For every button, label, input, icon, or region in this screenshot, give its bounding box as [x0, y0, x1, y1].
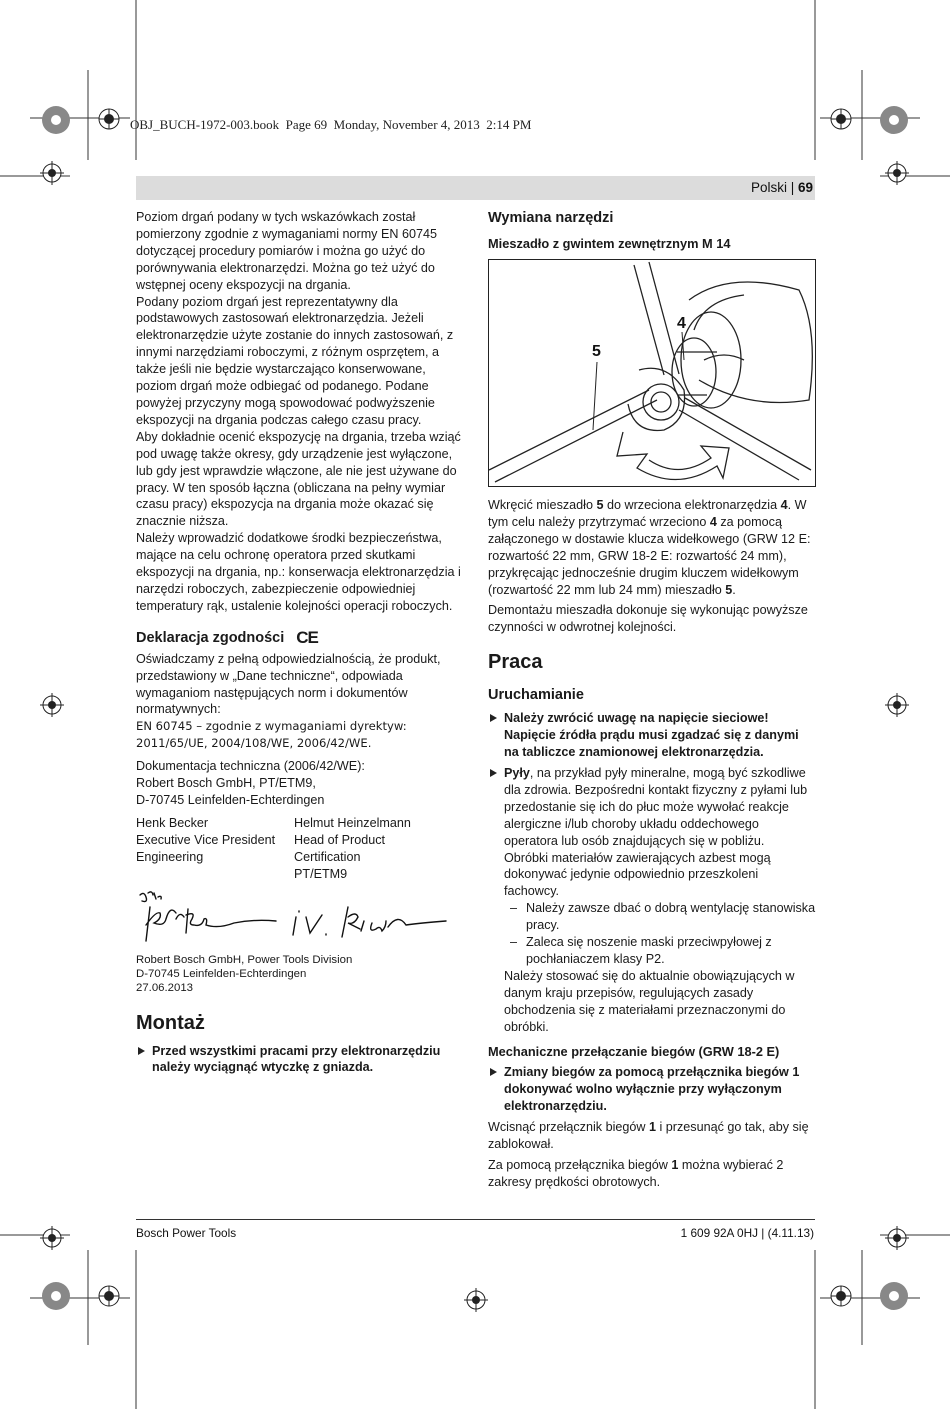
- signatory-right-dept: PT/ETM9: [294, 866, 348, 881]
- tech-doc-line-3: D-70745 Leinfelden-Echterdingen: [136, 793, 325, 807]
- signatory-right: [294, 815, 452, 883]
- p4-part-a: Za pomocą przełącznika biegów: [488, 1158, 672, 1172]
- p3-part-c: i przesunąć go tak, aby się zablokował.: [488, 1120, 809, 1152]
- mixer-subheading: Mieszadło z gwintem zewnętrznym M 14: [488, 236, 731, 251]
- signatory-left-title: Executive Vice President: [136, 832, 276, 847]
- figure-callout-4: 4: [677, 315, 686, 332]
- montaz-warning: Przed wszystkimi pracami przy elektronarzędziu należy wyciągnąć wtyczkę z gniazda.: [136, 1043, 464, 1077]
- mixer-removal-paragraph: Demontażu mieszadła dokonuje się wykonując powyższe czynności w odwrotnej kolejności.: [488, 603, 808, 635]
- dust-mask-item: – Zaleca się noszenie maski przeciwpyłowej z pochłaniaczem klasy P2.: [488, 934, 816, 968]
- left-column: [136, 209, 464, 1076]
- vibration-paragraph-2: Podany poziom drgań jest reprezentatywny dla podstawowych zastosowań elektronarzędzia. Jeżeli elektronarzędzie użyte zostanie do innych zastosowań, z innymi narzędziami roboczymi, z różnym osprzętem, a także jeśli nie będzie wystarczająco konserwowane, poziom drgań może odbiegać od podanego. Podane powyżej przyczyny mogą spowodować podwyższenie ekspozycji na drgania podczas całego czasu pracy.: [136, 294, 454, 427]
- tech-doc-line-1: Dokumentacja techniczna (2006/42/WE):: [136, 759, 365, 774]
- p1-part-g: za pomocą załączonego w dostawie klucza widełkowego (GRW 12 E: rozwartość 22 mm, GRW 18-2 E: rozwartość 24 mm), przykręcając jednocześnie drugim kluczem widełkowym (rozwartość 22 mm lub 24 mm) mieszadło: [488, 514, 811, 597]
- dust-warning: [488, 765, 816, 850]
- gear-switch-paragraph-2: [488, 1157, 816, 1191]
- header-language: Polski: [750, 180, 787, 195]
- handwritten-signatures: [136, 889, 456, 949]
- p1-part-e: . W tym celu należy przytrzymać wrzeciono: [488, 498, 807, 529]
- vibration-paragraph-1: Poziom drgań podany w tych wskazówkach został pomierzony zgodnie z wymaganiami normy EN 60745 dotyczącej procedury pomiarów i można go użyć do porównywania elektronarzędzi. Można go też użyć do wstępnej oceny ekspozycji na drgania.: [136, 210, 437, 292]
- p4-part-c: można wybierać 2 zakresy prędkości obrotowych.: [488, 1158, 784, 1189]
- page-header: Polski | 69: [750, 180, 813, 195]
- asbestos-paragraph: Obróbki materiałów zawierających azbest mogą dokonywać jedynie odpowiednio przeszkoleni fachowcy.: [504, 850, 771, 899]
- vibration-paragraph-4: Należy wprowadzić dodatkowe środki bezpieczeństwa, mające na celu ochronę operatora przed skutkami ekspozycji na drgania, np.: konserwacja elektronarzędzia i narzędzi roboczych, zabezpieczenie odpowiedniej temperatury rąk, ustalenie kolejności operacji roboczych.: [136, 531, 461, 613]
- gear-switch-warning: Zmiany biegów za pomocą przełącznika biegów 1 dokonywać wolno wyłącznie przy wyłączonym elektronarzędziu.: [488, 1064, 816, 1115]
- declaration-paragraph-2: EN 60745 – zgodnie z wymaganiami dyrektyw: 2011/65/UE, 2004/108/WE, 2006/42/WE.: [136, 719, 407, 751]
- tool-change-heading: Wymiana narzędzi: [488, 210, 614, 226]
- regulations-paragraph: Należy stosować się do aktualnie obowiązujących w danym kraju przepisów, regulujących zasady obchodzenia się z materiałami przeznaczonymi do obróbki.: [504, 968, 795, 1034]
- p1-ref-4: 4: [780, 498, 788, 512]
- declaration-title: Deklaracja zgodności: [136, 629, 285, 646]
- p3-part-a: Wcisnąć przełącznik biegów: [488, 1120, 649, 1135]
- vibration-paragraph-3: Aby dokładnie ocenić ekspozycję na drgania, trzeba wziąć pod uwagę także okresy, gdy urządzenie jest wyłączone, lub gdy jest wprawdzie włączone, ale nie jest używane do pracy. W ten sposób łączna (obliczana na pełny wymiar czasu pracy) ekspozycja na drgania może okazać się znacznie niższa.: [136, 429, 461, 529]
- gear-switch-paragraph-1: [488, 1119, 816, 1153]
- figure-callout-5: 5: [592, 343, 601, 360]
- voltage-warning: Należy zwrócić uwagę na napięcie sieciowe! Napięcie źródła prądu musi zgadzać się z danymi na tabliczce znamionowej elektronarzędzia.: [488, 710, 816, 761]
- footer-rule: [136, 1219, 815, 1220]
- p4-ref-1: 1: [671, 1158, 679, 1172]
- p1-ref-5b: 5: [725, 582, 733, 597]
- gear-switch-heading: Mechaniczne przełączanie biegów (GRW 18-2 E): [488, 1044, 780, 1060]
- praca-heading: Praca: [488, 651, 543, 674]
- mixer-mounting-paragraph: [488, 497, 816, 598]
- uruchamianie-heading: Uruchamianie: [488, 687, 584, 704]
- declaration-heading: [136, 629, 464, 647]
- signatory-left: [136, 815, 294, 883]
- mixer-figure: [488, 259, 816, 487]
- header-page-number: 69: [797, 180, 813, 195]
- signatory-left-name: Henk Becker: [136, 815, 209, 830]
- footer-doc-number: 1 609 92A 0HJ | (4.11.13): [680, 1226, 814, 1240]
- p1-part-i: .: [732, 582, 736, 597]
- ventilation-item: – Należy zawsze dbać o dobrą wentylację stanowiska pracy.: [488, 900, 816, 934]
- dust-warning-lead: Pyły: [504, 765, 530, 780]
- p1-ref-4b: 4: [709, 514, 717, 529]
- company-line-1: Robert Bosch GmbH, Power Tools Division: [136, 953, 353, 966]
- montaz-heading: Montaż: [136, 1011, 205, 1034]
- p1-ref-5: 5: [596, 498, 604, 512]
- signatory-left-dept: Engineering: [136, 849, 204, 864]
- print-job-header: OBJ_BUCH-1972-003.book Page 69 Monday, November 4, 2013 2:14 PM: [130, 117, 532, 132]
- ce-mark-icon: CE: [296, 627, 318, 647]
- right-column: [488, 209, 816, 1191]
- signatories: [136, 815, 464, 883]
- footer-brand: Bosch Power Tools: [136, 1226, 237, 1240]
- p1-part-a: Wkręcić mieszadło: [488, 498, 597, 512]
- company-address: [136, 953, 464, 995]
- signatory-right-name: Helmut Heinzelmann: [294, 815, 411, 830]
- p3-ref-1: 1: [648, 1120, 656, 1135]
- p1-part-c: do wrzeciona elektronarzędzia: [603, 498, 781, 512]
- dust-warning-text: , na przykład pyły mineralne, mogą być szkodliwe dla zdrowia. Bezpośredni kontakt fizyczny z pyłami lub przedostanie się ich do płuc może wywołać reakcje alergiczne i/lub choroby układu oddechowego operatora lub osób znajdujących się w pobliżu.: [504, 765, 808, 848]
- signatory-right-title: Head of Product Certification: [294, 832, 386, 864]
- page-header-bar: [136, 176, 815, 200]
- mixer-illustration: [489, 260, 815, 486]
- company-line-2: D-70745 Leinfelden-Echterdingen: [136, 967, 307, 980]
- tech-doc-line-2: Robert Bosch GmbH, PT/ETM9,: [136, 776, 316, 791]
- declaration-paragraph-1: Oświadczamy z pełną odpowiedzialnością, że produkt, przedstawiony w „Dane techniczne“, odpowiada wymaganiom następujących norm i dokumentów normatywnych:: [136, 651, 441, 717]
- company-line-3: 27.06.2013: [136, 981, 194, 994]
